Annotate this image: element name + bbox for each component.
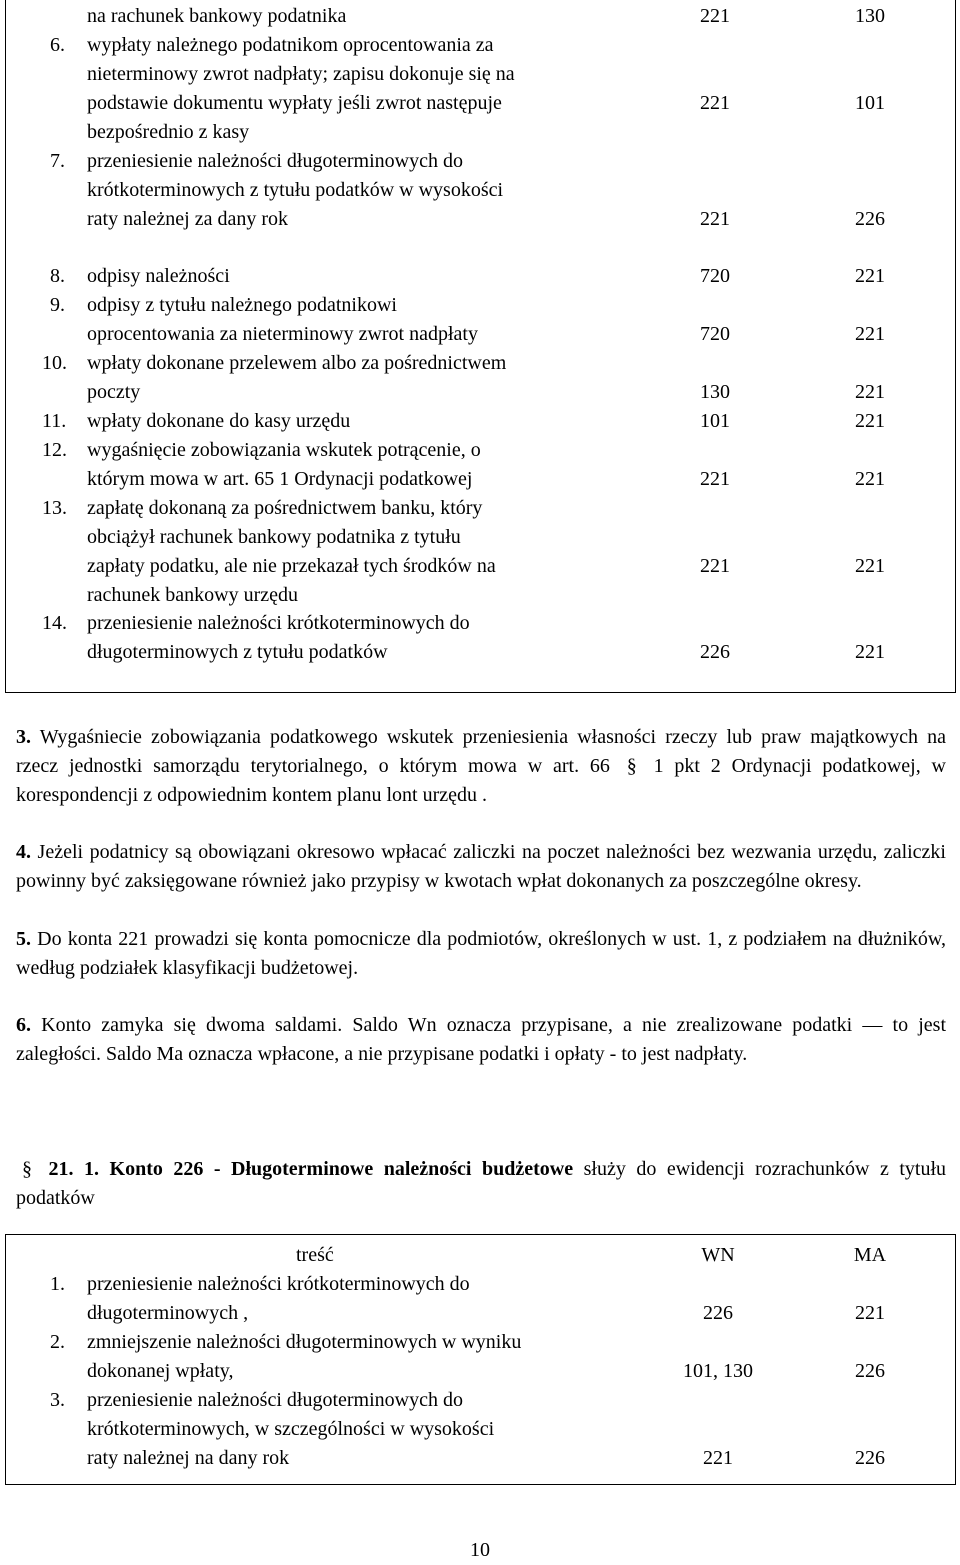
- row-text-line: zapłatę dokonaną za pośrednictwem banku, który: [87, 497, 483, 519]
- row-ma: 221: [855, 555, 885, 577]
- section-sign: §: [626, 755, 637, 777]
- row-text-line: wpłaty dokonane do kasy urzędu: [87, 410, 351, 432]
- row-text-line: przeniesienie należności długoterminowych do: [87, 1389, 463, 1411]
- row-text-line: rachunek bankowy urzędu: [87, 584, 299, 606]
- table-border-bottom: [5, 1484, 956, 1485]
- row-wn: 221: [703, 1447, 733, 1469]
- row-number: 1.: [50, 1273, 65, 1295]
- row-ma: 221: [855, 410, 885, 432]
- row-text-line: bezpośrednio z kasy: [87, 121, 250, 143]
- row-wn: 221: [700, 5, 730, 27]
- row-ma: 221: [855, 468, 885, 490]
- row-text-line: na rachunek bankowy podatnika: [87, 5, 347, 27]
- paragraph-4: 4. Jeżeli podatnicy są obowiązani okresowo wpłacać zaliczki na poczet należności bez wezwania urzędu, zaliczki powinny być zaksięgowane również jako przypisy w kwotach wpłat dokonanych za poszczególne okresy.: [16, 841, 946, 892]
- row-text-line: wygaśnięcie zobowiązania wskutek potrącenie, o: [87, 439, 481, 461]
- row-wn: 720: [700, 323, 730, 345]
- page-number: 10: [470, 1539, 490, 1561]
- row-wn: 101: [700, 410, 730, 432]
- row-ma: 226: [855, 1447, 885, 1469]
- row-text-line: wpłaty dokonane przelewem albo za pośrednictwem: [87, 352, 507, 374]
- row-wn: 226: [703, 1302, 733, 1324]
- row-text-line: zmniejszenie należności długoterminowych w wyniku: [87, 1331, 522, 1353]
- row-ma: 221: [855, 1302, 885, 1324]
- row-number: 9.: [50, 294, 65, 316]
- row-number: 7.: [50, 150, 65, 172]
- section-title: 21. 1. Konto 226 - Długoterminowe należności budżetowe: [48, 1158, 574, 1180]
- row-ma: 221: [855, 265, 885, 287]
- row-text-line: przeniesienie należności krótkoterminowych do: [87, 1273, 470, 1295]
- row-text-line: raty należnej za dany rok: [87, 208, 289, 230]
- row-number: 8.: [50, 265, 65, 287]
- paragraph-number: 3.: [16, 726, 31, 748]
- row-wn: 221: [700, 468, 730, 490]
- paragraph-number: 5.: [16, 928, 31, 950]
- row-wn: 101, 130: [683, 1360, 753, 1382]
- header-wn: WN: [701, 1244, 735, 1266]
- row-number: 14.: [42, 612, 67, 634]
- paragraph-5: 5. Do konta 221 prowadzi się konta pomocnicze dla podmiotów, określonych w ust. 1, z podziałem na dłużników, według podziałek klasyfikacji budżetowej.: [16, 928, 946, 979]
- row-text-line: przeniesienie należności długoterminowych do: [87, 150, 463, 172]
- row-number: 3.: [50, 1389, 65, 1411]
- row-text-line: dokonanej wpłaty,: [87, 1360, 234, 1382]
- row-ma: 130: [855, 5, 885, 27]
- row-ma: 226: [855, 208, 885, 230]
- row-text-line: odpisy z tytułu należnego podatnikowi: [87, 294, 397, 316]
- row-text-line: nieterminowy zwrot nadpłaty; zapisu dokonuje się na: [87, 63, 515, 85]
- table-border-left: [5, 0, 6, 692]
- row-number: 13.: [42, 497, 67, 519]
- row-ma: 226: [855, 1360, 885, 1382]
- paragraph-3: 3. Wygaśniecie zobowiązania podatkowego wskutek przeniesienia własności rzeczy lub praw majątkowych na rzecz jednostki samorządu terytorialnego, o którym mowa w art. 66 § 1 pkt 2 Ordynacji podatkowej, w korespondencji z odpowiednim kontem planu lont urzędu .: [16, 726, 947, 806]
- row-ma: 221: [855, 323, 885, 345]
- table-border-top: [5, 1234, 956, 1235]
- row-text-line: obciążył rachunek bankowy podatnika z tytułu: [87, 526, 461, 548]
- table-border-bottom: [5, 692, 956, 693]
- row-text-line: oprocentowania za nieterminowy zwrot nadpłaty: [87, 323, 478, 345]
- paragraph-6: 6. Konto zamyka się dwoma saldami. Saldo Wn oznacza przypisane, a nie zrealizowane podatki — to jest zaległości. Saldo Ma oznacza wpłacone, a nie przypisane podatki i opłaty - to jest nadpłaty.: [16, 1014, 946, 1065]
- paragraph-number: 4.: [16, 841, 31, 863]
- row-ma: 221: [855, 641, 885, 663]
- row-ma: 101: [855, 92, 885, 114]
- row-number: 6.: [50, 34, 65, 56]
- row-number: 10.: [42, 352, 67, 374]
- row-text-line: raty należnej na dany rok: [87, 1447, 290, 1469]
- row-text-line: poczty: [87, 381, 141, 403]
- header-tresc: treść: [296, 1244, 334, 1266]
- table-border-right: [955, 0, 956, 692]
- row-text-line: zapłaty podatku, ale nie przekazał tych środków na: [87, 555, 496, 577]
- row-wn: 221: [700, 92, 730, 114]
- table-border-left: [5, 1234, 6, 1484]
- row-wn: 720: [700, 265, 730, 287]
- row-text-line: krótkoterminowych, w szczególności w wysokości: [87, 1418, 495, 1440]
- row-text-line: długoterminowych z tytułu podatków: [87, 641, 388, 663]
- row-text-line: długoterminowych ,: [87, 1302, 249, 1324]
- row-number: 2.: [50, 1331, 65, 1353]
- row-text-line: którym mowa w art. 65 1 Ordynacji podatkowej: [87, 468, 473, 490]
- row-text-line: podstawie dokumentu wypłaty jeśli zwrot następuje: [87, 92, 502, 114]
- row-wn: 221: [700, 555, 730, 577]
- row-ma: 221: [855, 381, 885, 403]
- row-number: 12.: [42, 439, 67, 461]
- row-text-line: krótkoterminowych z tytułu podatków w wysokości: [87, 179, 504, 201]
- header-ma: MA: [853, 1244, 887, 1266]
- row-wn: 221: [700, 208, 730, 230]
- paragraph-number: 6.: [16, 1014, 31, 1036]
- row-text-line: odpisy należności: [87, 265, 230, 287]
- section-sign: §: [22, 1158, 32, 1180]
- row-text-line: przeniesienie należności krótkoterminowych do: [87, 612, 470, 634]
- row-wn: 130: [700, 381, 730, 403]
- row-wn: 226: [700, 641, 730, 663]
- row-text-line: wypłaty należnego podatnikom oprocentowania za: [87, 34, 494, 56]
- section-21-heading: § 21. 1. Konto 226 - Długoterminowe należności budżetowe służy do ewidencji rozrachunków z tytułu podatków: [16, 1155, 946, 1213]
- table-border-right: [955, 1234, 956, 1484]
- row-number: 11.: [42, 410, 67, 432]
